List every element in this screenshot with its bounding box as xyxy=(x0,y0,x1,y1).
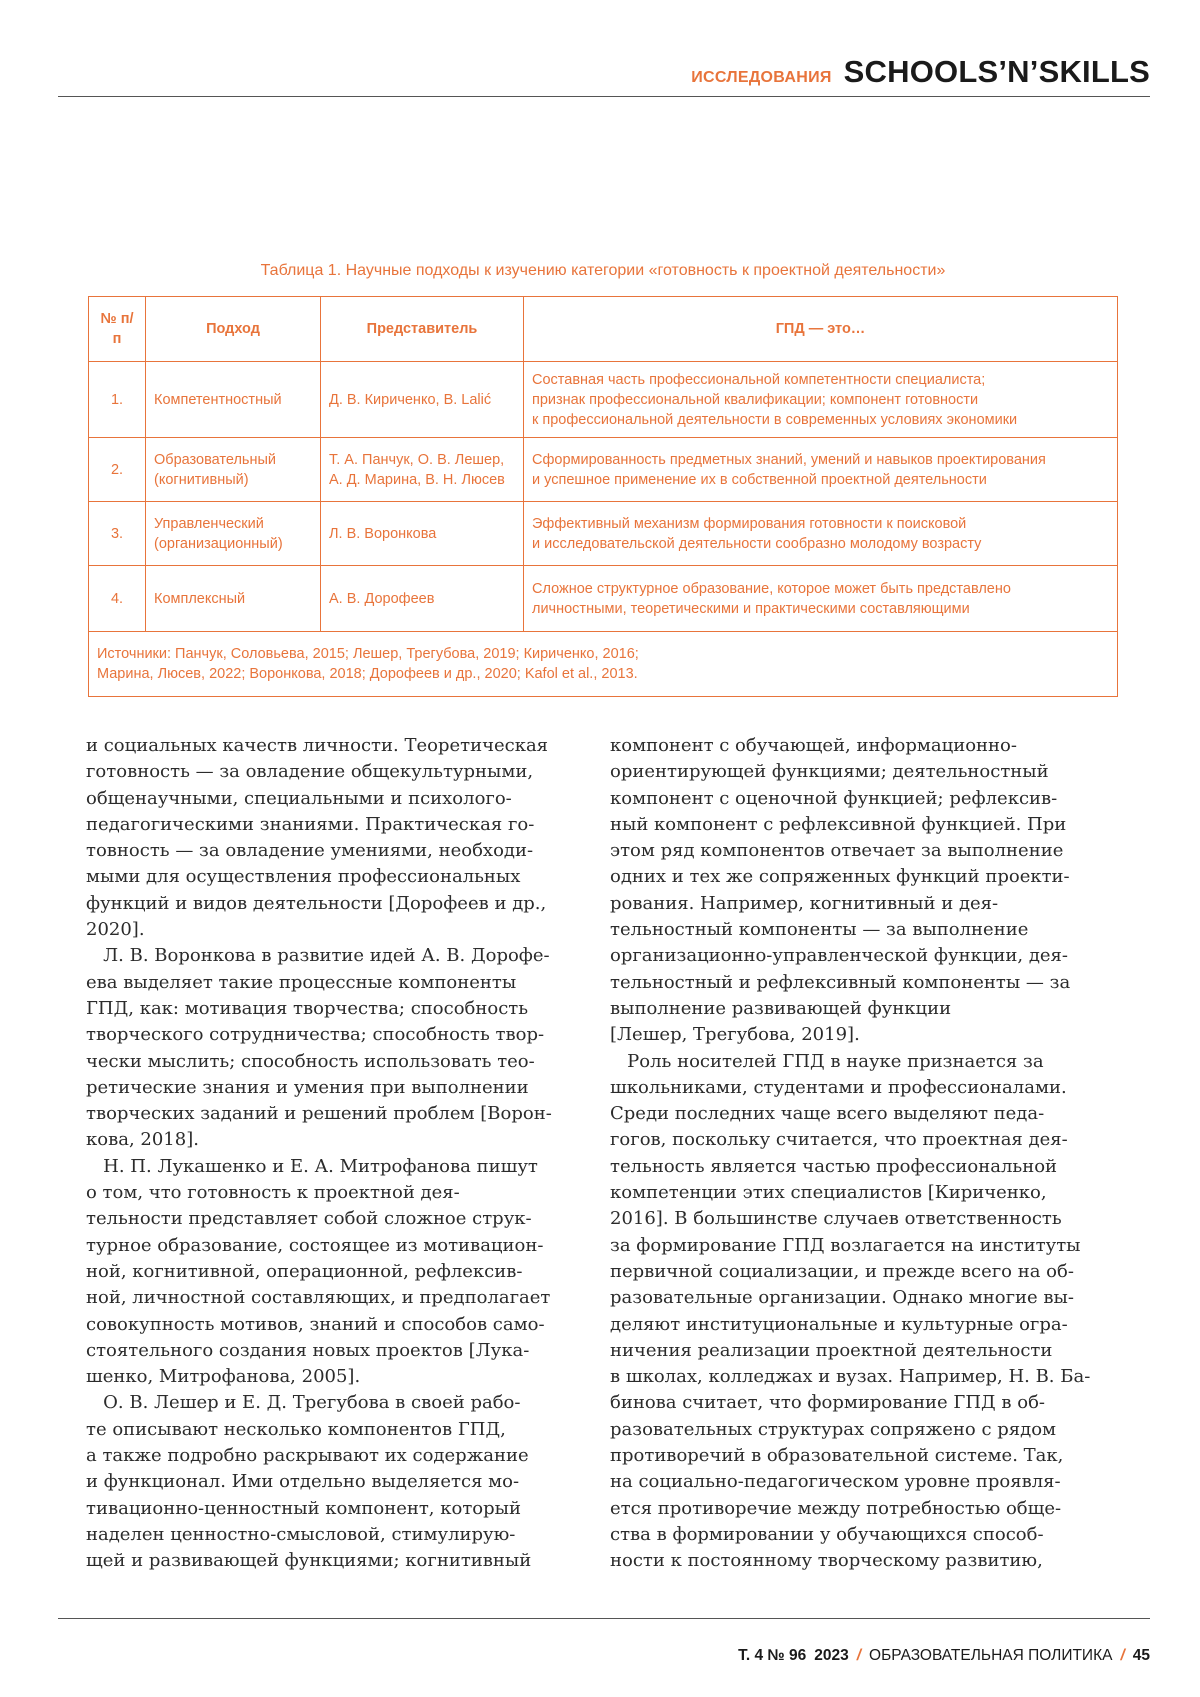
header-titles xyxy=(691,54,1150,90)
table-row xyxy=(89,362,1118,438)
text-line: компонент с оценочной функцией; рефлексив- xyxy=(610,786,1125,812)
text-line: компонент с обучающей, информационно- xyxy=(610,733,1125,759)
approach-line: (организационный) xyxy=(154,534,312,554)
table-caption: Таблица 1. Научные подходы к изучению категории «готовность к проектной деятельности» xyxy=(88,262,1118,280)
text-line: турное образование, состоящее из мотивацион- xyxy=(86,1233,601,1259)
header-definition: ГПД — это… xyxy=(524,297,1118,362)
definition-line: Эффективный механизм формирования готовности к поисковой xyxy=(532,514,1109,534)
header-representative: Представитель xyxy=(321,297,524,362)
table-row xyxy=(89,438,1118,502)
text-line: ориентирующей функциями; деятельностный xyxy=(610,759,1125,785)
text-line: шенко, Митрофанова, 2005]. xyxy=(86,1364,601,1390)
year: 2023 xyxy=(814,1647,848,1665)
text-line: ется противоречие между потребностью обще- xyxy=(610,1496,1125,1522)
text-line: ности к постоянному творческому развитию, xyxy=(610,1548,1125,1574)
row-definition xyxy=(524,566,1118,632)
definition-line: Сложное структурное образование, которое может быть представлено xyxy=(532,579,1109,599)
text-line: противоречий в образовательной системе. Так, xyxy=(610,1443,1125,1469)
text-line: Среди последних чаще всего выделяют педа- xyxy=(610,1101,1125,1127)
text-line: мыми для осуществления профессиональных xyxy=(86,864,601,890)
separator-slash-icon: / xyxy=(857,1647,861,1665)
text-line: гогов, поскольку считается, что проектная дея- xyxy=(610,1127,1125,1153)
row-number: 4. xyxy=(89,566,146,632)
body-column-left xyxy=(86,733,601,1575)
text-line: и социальных качеств личности. Теоретическая xyxy=(86,733,601,759)
text-line: 2020]. xyxy=(86,917,601,943)
text-line: Л. В. Воронкова в развитие идей А. В. Дорофе- xyxy=(86,943,601,969)
table-sources xyxy=(89,632,1118,697)
row-approach xyxy=(146,566,321,632)
text-line: ной, личностной составляющих, и предполагает xyxy=(86,1285,601,1311)
row-representative xyxy=(321,438,524,502)
approach-line: Комплексный xyxy=(154,589,312,609)
text-line: разовательные организации. Однако многие вы- xyxy=(610,1285,1125,1311)
body-column-right xyxy=(610,733,1125,1575)
row-definition xyxy=(524,502,1118,566)
row-definition xyxy=(524,438,1118,502)
representative-line: Д. В. Кириченко, B. Lalić xyxy=(329,390,515,410)
text-line: щей и развивающей функциями; когнитивный xyxy=(86,1548,601,1574)
sources-line: Марина, Люсев, 2022; Воронкова, 2018; Дорофеев и др., 2020; Kafol et al., 2013. xyxy=(97,664,1109,684)
text-line: стоятельного создания новых проектов [Лука- xyxy=(86,1338,601,1364)
text-line: кова, 2018]. xyxy=(86,1127,601,1153)
row-approach xyxy=(146,438,321,502)
definition-line: к профессиональной деятельности в современных условиях экономики xyxy=(532,410,1109,430)
table-row xyxy=(89,502,1118,566)
text-line: первичной социализации, и прежде всего на об- xyxy=(610,1259,1125,1285)
separator-slash-icon: / xyxy=(1120,1647,1124,1665)
text-line: на социально-педагогическом уровне проявля- xyxy=(610,1469,1125,1495)
text-line: функций и видов деятельности [Дорофеев и др., xyxy=(86,891,601,917)
definition-line: и исследовательской деятельности сообразно молодому возрасту xyxy=(532,534,1109,554)
representative-line: А. Д. Марина, В. Н. Люсев xyxy=(329,470,515,490)
text-line: товность — за овладение умениями, необходи- xyxy=(86,838,601,864)
text-line: 2016]. В большинстве случаев ответственность xyxy=(610,1206,1125,1232)
row-number: 3. xyxy=(89,502,146,566)
representative-line: А. В. Дорофеев xyxy=(329,589,515,609)
text-line: одних и тех же сопряженных функций проекти- xyxy=(610,864,1125,890)
approach-line: Компетентностный xyxy=(154,390,312,410)
text-line: тельностный компоненты — за выполнение xyxy=(610,917,1125,943)
text-line: организационно-управленческой функции, дея- xyxy=(610,943,1125,969)
text-line: а также подробно раскрывают их содержание xyxy=(86,1443,601,1469)
row-representative xyxy=(321,566,524,632)
definition-line: Составная часть профессиональной компетентности специалиста; xyxy=(532,370,1109,390)
text-line: и функционал. Ими отдельно выделяется мо- xyxy=(86,1469,601,1495)
text-line: чески мыслить; способность использовать тео- xyxy=(86,1049,601,1075)
text-line: ной, когнитивной, операционной, рефлексив- xyxy=(86,1259,601,1285)
approaches-table xyxy=(88,296,1118,697)
text-line: в школах, колледжах и вузах. Например, Н. В. Ба- xyxy=(610,1364,1125,1390)
journal-name: SCHOOLS’N’SKILLS xyxy=(844,54,1150,90)
definition-line: признак профессиональной квалификации; компонент готовности xyxy=(532,390,1109,410)
approach-line: (когнитивный) xyxy=(154,470,312,490)
volume-issue: Т. 4 № 96 xyxy=(738,1647,806,1665)
definition-line: личностными, теоретическими и практическими составляющими xyxy=(532,599,1109,619)
representative-line: Л. В. Воронкова xyxy=(329,524,515,544)
section-label: ИССЛЕДОВАНИЯ xyxy=(691,69,831,87)
text-line: за формирование ГПД возлагается на институты xyxy=(610,1233,1125,1259)
page-footer xyxy=(58,1618,1150,1619)
page-number: 45 xyxy=(1133,1647,1150,1665)
text-line: ретические знания и умения при выполнении xyxy=(86,1075,601,1101)
text-line: творческих заданий и решений проблем [Ворон- xyxy=(86,1101,601,1127)
page-header xyxy=(58,50,1150,97)
table-header-row xyxy=(89,297,1118,362)
table-row xyxy=(89,566,1118,632)
text-line: тивационно-ценностный компонент, который xyxy=(86,1496,601,1522)
row-representative xyxy=(321,502,524,566)
text-line: совокупность мотивов, знаний и способов само- xyxy=(86,1312,601,1338)
text-line: разовательных структурах сопряжено с рядом xyxy=(610,1417,1125,1443)
text-line: ГПД, как: мотивация творчества; способность xyxy=(86,996,601,1022)
text-line: этом ряд компонентов отвечает за выполнение xyxy=(610,838,1125,864)
text-line: общенаучными, специальными и психолого- xyxy=(86,786,601,812)
row-number: 2. xyxy=(89,438,146,502)
text-line: Н. П. Лукашенко и Е. А. Митрофанова пишут xyxy=(86,1154,601,1180)
text-line: компетенции этих специалистов [Кириченко, xyxy=(610,1180,1125,1206)
text-line: о том, что готовность к проектной дея- xyxy=(86,1180,601,1206)
text-line: школьниками, студентами и профессионалами. xyxy=(610,1075,1125,1101)
text-line: педагогическими знаниями. Практическая го- xyxy=(86,812,601,838)
row-number: 1. xyxy=(89,362,146,438)
text-line: ева выделяет такие процессные компоненты xyxy=(86,970,601,996)
representative-line: Т. А. Панчук, О. В. Лешер, xyxy=(329,450,515,470)
text-line: тельности представляет собой сложное струк- xyxy=(86,1206,601,1232)
text-line: те описывают несколько компонентов ГПД, xyxy=(86,1417,601,1443)
text-line: ный компонент с рефлексивной функцией. При xyxy=(610,812,1125,838)
text-line: Роль носителей ГПД в науке признается за xyxy=(610,1049,1125,1075)
sources-line: Источники: Панчук, Соловьева, 2015; Лешер, Трегубова, 2019; Кириченко, 2016; xyxy=(97,644,1109,664)
header-number: № п/п xyxy=(89,297,146,362)
footer-info xyxy=(738,1647,1150,1665)
approach-line: Образовательный xyxy=(154,450,312,470)
row-definition xyxy=(524,362,1118,438)
text-line: бинова считает, что формирование ГПД в об- xyxy=(610,1390,1125,1416)
header-approach: Подход xyxy=(146,297,321,362)
text-line: [Лешер, Трегубова, 2019]. xyxy=(610,1022,1125,1048)
text-line: деляют институциональные и культурные огра- xyxy=(610,1312,1125,1338)
row-representative xyxy=(321,362,524,438)
definition-line: и успешное применение их в собственной проектной деятельности xyxy=(532,470,1109,490)
text-line: выполнение развивающей функции xyxy=(610,996,1125,1022)
approach-line: Управленческий xyxy=(154,514,312,534)
text-line: наделен ценностно-смысловой, стимулирую- xyxy=(86,1522,601,1548)
text-line: готовность — за овладение общекультурными, xyxy=(86,759,601,785)
text-line: ства в формировании у обучающихся способ- xyxy=(610,1522,1125,1548)
text-line: ничения реализации проектной деятельности xyxy=(610,1338,1125,1364)
row-approach xyxy=(146,362,321,438)
row-approach xyxy=(146,502,321,566)
journal-title: ОБРАЗОВАТЕЛЬНАЯ ПОЛИТИКА xyxy=(869,1647,1112,1665)
text-line: тельность является частью профессиональной xyxy=(610,1154,1125,1180)
definition-line: Сформированность предметных знаний, умений и навыков проектирования xyxy=(532,450,1109,470)
text-line: творческого сотрудничества; способность твор- xyxy=(86,1022,601,1048)
table-sources-row xyxy=(89,632,1118,697)
text-line: тельностный и рефлексивный компоненты — за xyxy=(610,970,1125,996)
text-line: рования. Например, когнитивный и дея- xyxy=(610,891,1125,917)
text-line: О. В. Лешер и Е. Д. Трегубова в своей рабо- xyxy=(86,1390,601,1416)
